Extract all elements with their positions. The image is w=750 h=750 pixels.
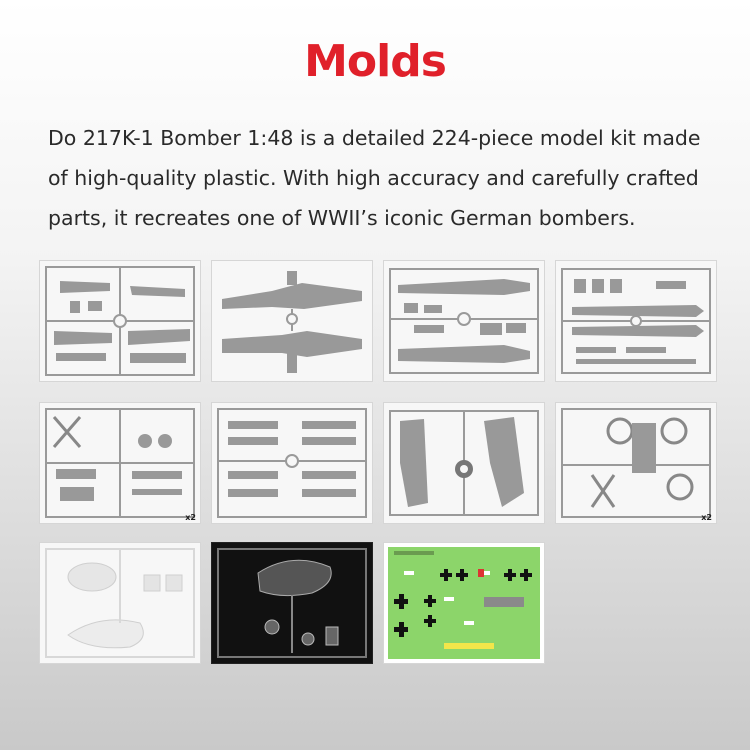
sprue-image-10: [211, 542, 373, 664]
sprue-drawing: [556, 261, 716, 381]
sprue-drawing: [40, 403, 200, 523]
sprue-drawing: [40, 261, 200, 381]
decal-sheet-image: [383, 542, 545, 664]
sprue-image-1: [39, 260, 201, 382]
sprue-drawing: [212, 543, 372, 663]
quantity-badge: x2: [185, 513, 196, 522]
sprue-image-4: [555, 260, 717, 382]
sprue-image-3: [383, 260, 545, 382]
sprue-drawing: [384, 403, 544, 523]
sprue-drawing: [212, 261, 372, 381]
sprue-drawing: [384, 261, 544, 381]
sprue-image-8: [555, 402, 717, 524]
quantity-badge: x2: [701, 513, 712, 522]
sprue-drawing: [212, 403, 372, 523]
sprue-image-2: [211, 260, 373, 382]
sprue-image-9: [39, 542, 201, 664]
sprue-image-5: [39, 402, 201, 524]
decal-drawing: [384, 543, 544, 663]
sprue-drawing: [40, 543, 200, 663]
page-title: Molds: [304, 36, 446, 87]
sprue-drawing: [556, 403, 716, 523]
sprue-image-7: [383, 402, 545, 524]
sprue-image-6: [211, 402, 373, 524]
product-description: Do 217K-1 Bomber 1:48 is a detailed 224-piece model kit made of high-quality plastic. With high accuracy and carefully crafted parts, it recreates one of WWII’s iconic German bombers.: [48, 126, 701, 230]
